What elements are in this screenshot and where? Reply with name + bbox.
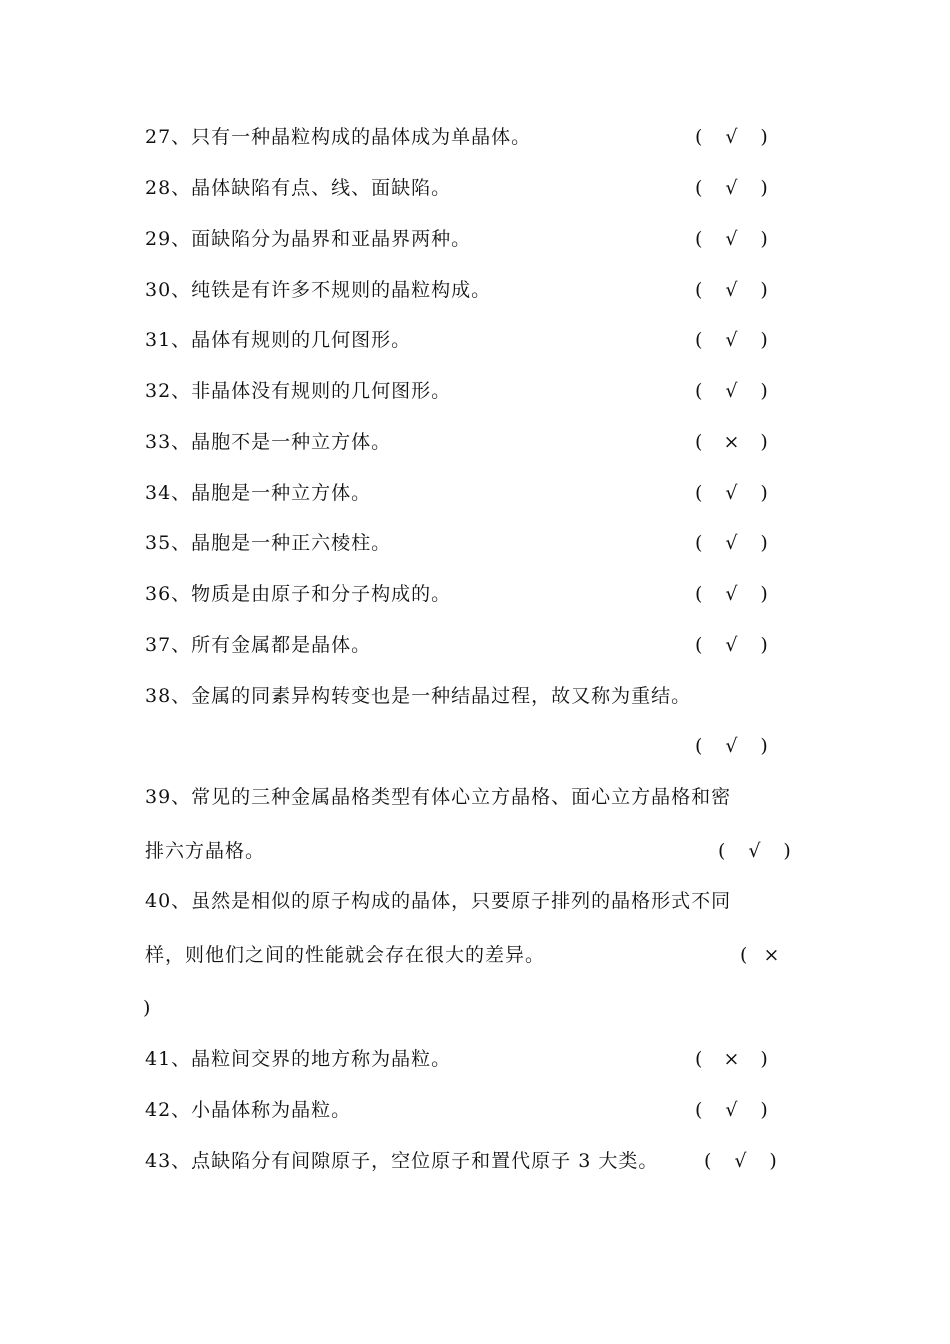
question-34: 34、晶胞是一种立方体。: [145, 482, 372, 504]
check-mark-icon: √: [725, 279, 738, 301]
answer-43: ( √ ): [704, 1150, 777, 1172]
question-39: 39、常见的三种金属晶格类型有体心立方晶格、面心立方晶格和密: [145, 786, 732, 808]
question-42: 42、小晶体称为晶粒。: [145, 1099, 352, 1121]
check-mark-icon: √: [725, 1099, 738, 1121]
answer-37: ( √ ): [695, 634, 768, 656]
check-mark-icon: √: [725, 634, 738, 656]
question-30: 30、纯铁是有许多不规则的晶粒构成。: [145, 279, 492, 301]
check-mark-icon: √: [725, 228, 738, 250]
answer-42: ( √ ): [695, 1099, 768, 1121]
answer-31: ( √ ): [695, 329, 768, 351]
question-41: 41、晶粒间交界的地方称为晶粒。: [145, 1048, 452, 1070]
check-mark-icon: √: [725, 177, 738, 199]
question-36: 36、物质是由原子和分子构成的。: [145, 583, 452, 605]
check-mark-icon: √: [725, 532, 738, 554]
answer-40-open: ( ×: [740, 942, 795, 968]
check-mark-icon: √: [725, 126, 738, 148]
question-38: 38、金属的同素异构转变也是一种结晶过程，故又称为重结。: [145, 685, 692, 707]
question-33: 33、晶胞不是一种立方体。: [145, 431, 392, 453]
check-mark-icon: √: [725, 380, 738, 402]
answer-29: ( √ ): [695, 228, 768, 250]
check-mark-icon: √: [748, 840, 761, 862]
cross-mark-icon: ×: [723, 431, 740, 453]
cross-mark-icon: ×: [723, 1048, 740, 1070]
question-35: 35、晶胞是一种正六棱柱。: [145, 532, 392, 554]
answer-27: ( √ ): [695, 126, 768, 148]
answer-40-close: ): [143, 997, 151, 1019]
check-mark-icon: √: [734, 1150, 747, 1172]
answer-36: ( √ ): [695, 583, 768, 605]
answer-30: ( √ ): [695, 279, 768, 301]
question-37: 37、所有金属都是晶体。: [145, 634, 372, 656]
check-mark-icon: √: [725, 482, 738, 504]
question-31: 31、晶体有规则的几何图形。: [145, 329, 412, 351]
answer-35: ( √ ): [695, 532, 768, 554]
question-39-continued: 排六方晶格。: [145, 840, 266, 862]
question-40: 40、虽然是相似的原子构成的晶体，只要原子排列的晶格形式不同: [145, 890, 732, 912]
question-43: 43、点缺陷分有间隙原子，空位原子和置代原子 3 大类。: [145, 1150, 659, 1172]
answer-28: ( √ ): [695, 177, 768, 199]
check-mark-icon: √: [725, 329, 738, 351]
answer-32: ( √ ): [695, 380, 768, 402]
answer-33: ( × ): [695, 431, 768, 453]
question-29: 29、面缺陷分为晶界和亚晶界两种。: [145, 228, 472, 250]
answer-38: ( √ ): [695, 735, 768, 757]
question-28: 28、晶体缺陷有点、线、面缺陷。: [145, 177, 452, 199]
question-40-continued: 样，则他们之间的性能就会存在很大的差异。: [145, 944, 546, 966]
question-27: 27、只有一种晶粒构成的晶体成为单晶体。: [145, 126, 532, 148]
check-mark-icon: √: [725, 583, 738, 605]
answer-34: ( √ ): [695, 482, 768, 504]
answer-39: ( √ ): [718, 840, 791, 862]
cross-mark-icon: ×: [763, 944, 780, 966]
question-32: 32、非晶体没有规则的几何图形。: [145, 380, 452, 402]
answer-41: ( × ): [695, 1048, 768, 1070]
check-mark-icon: √: [725, 735, 738, 757]
